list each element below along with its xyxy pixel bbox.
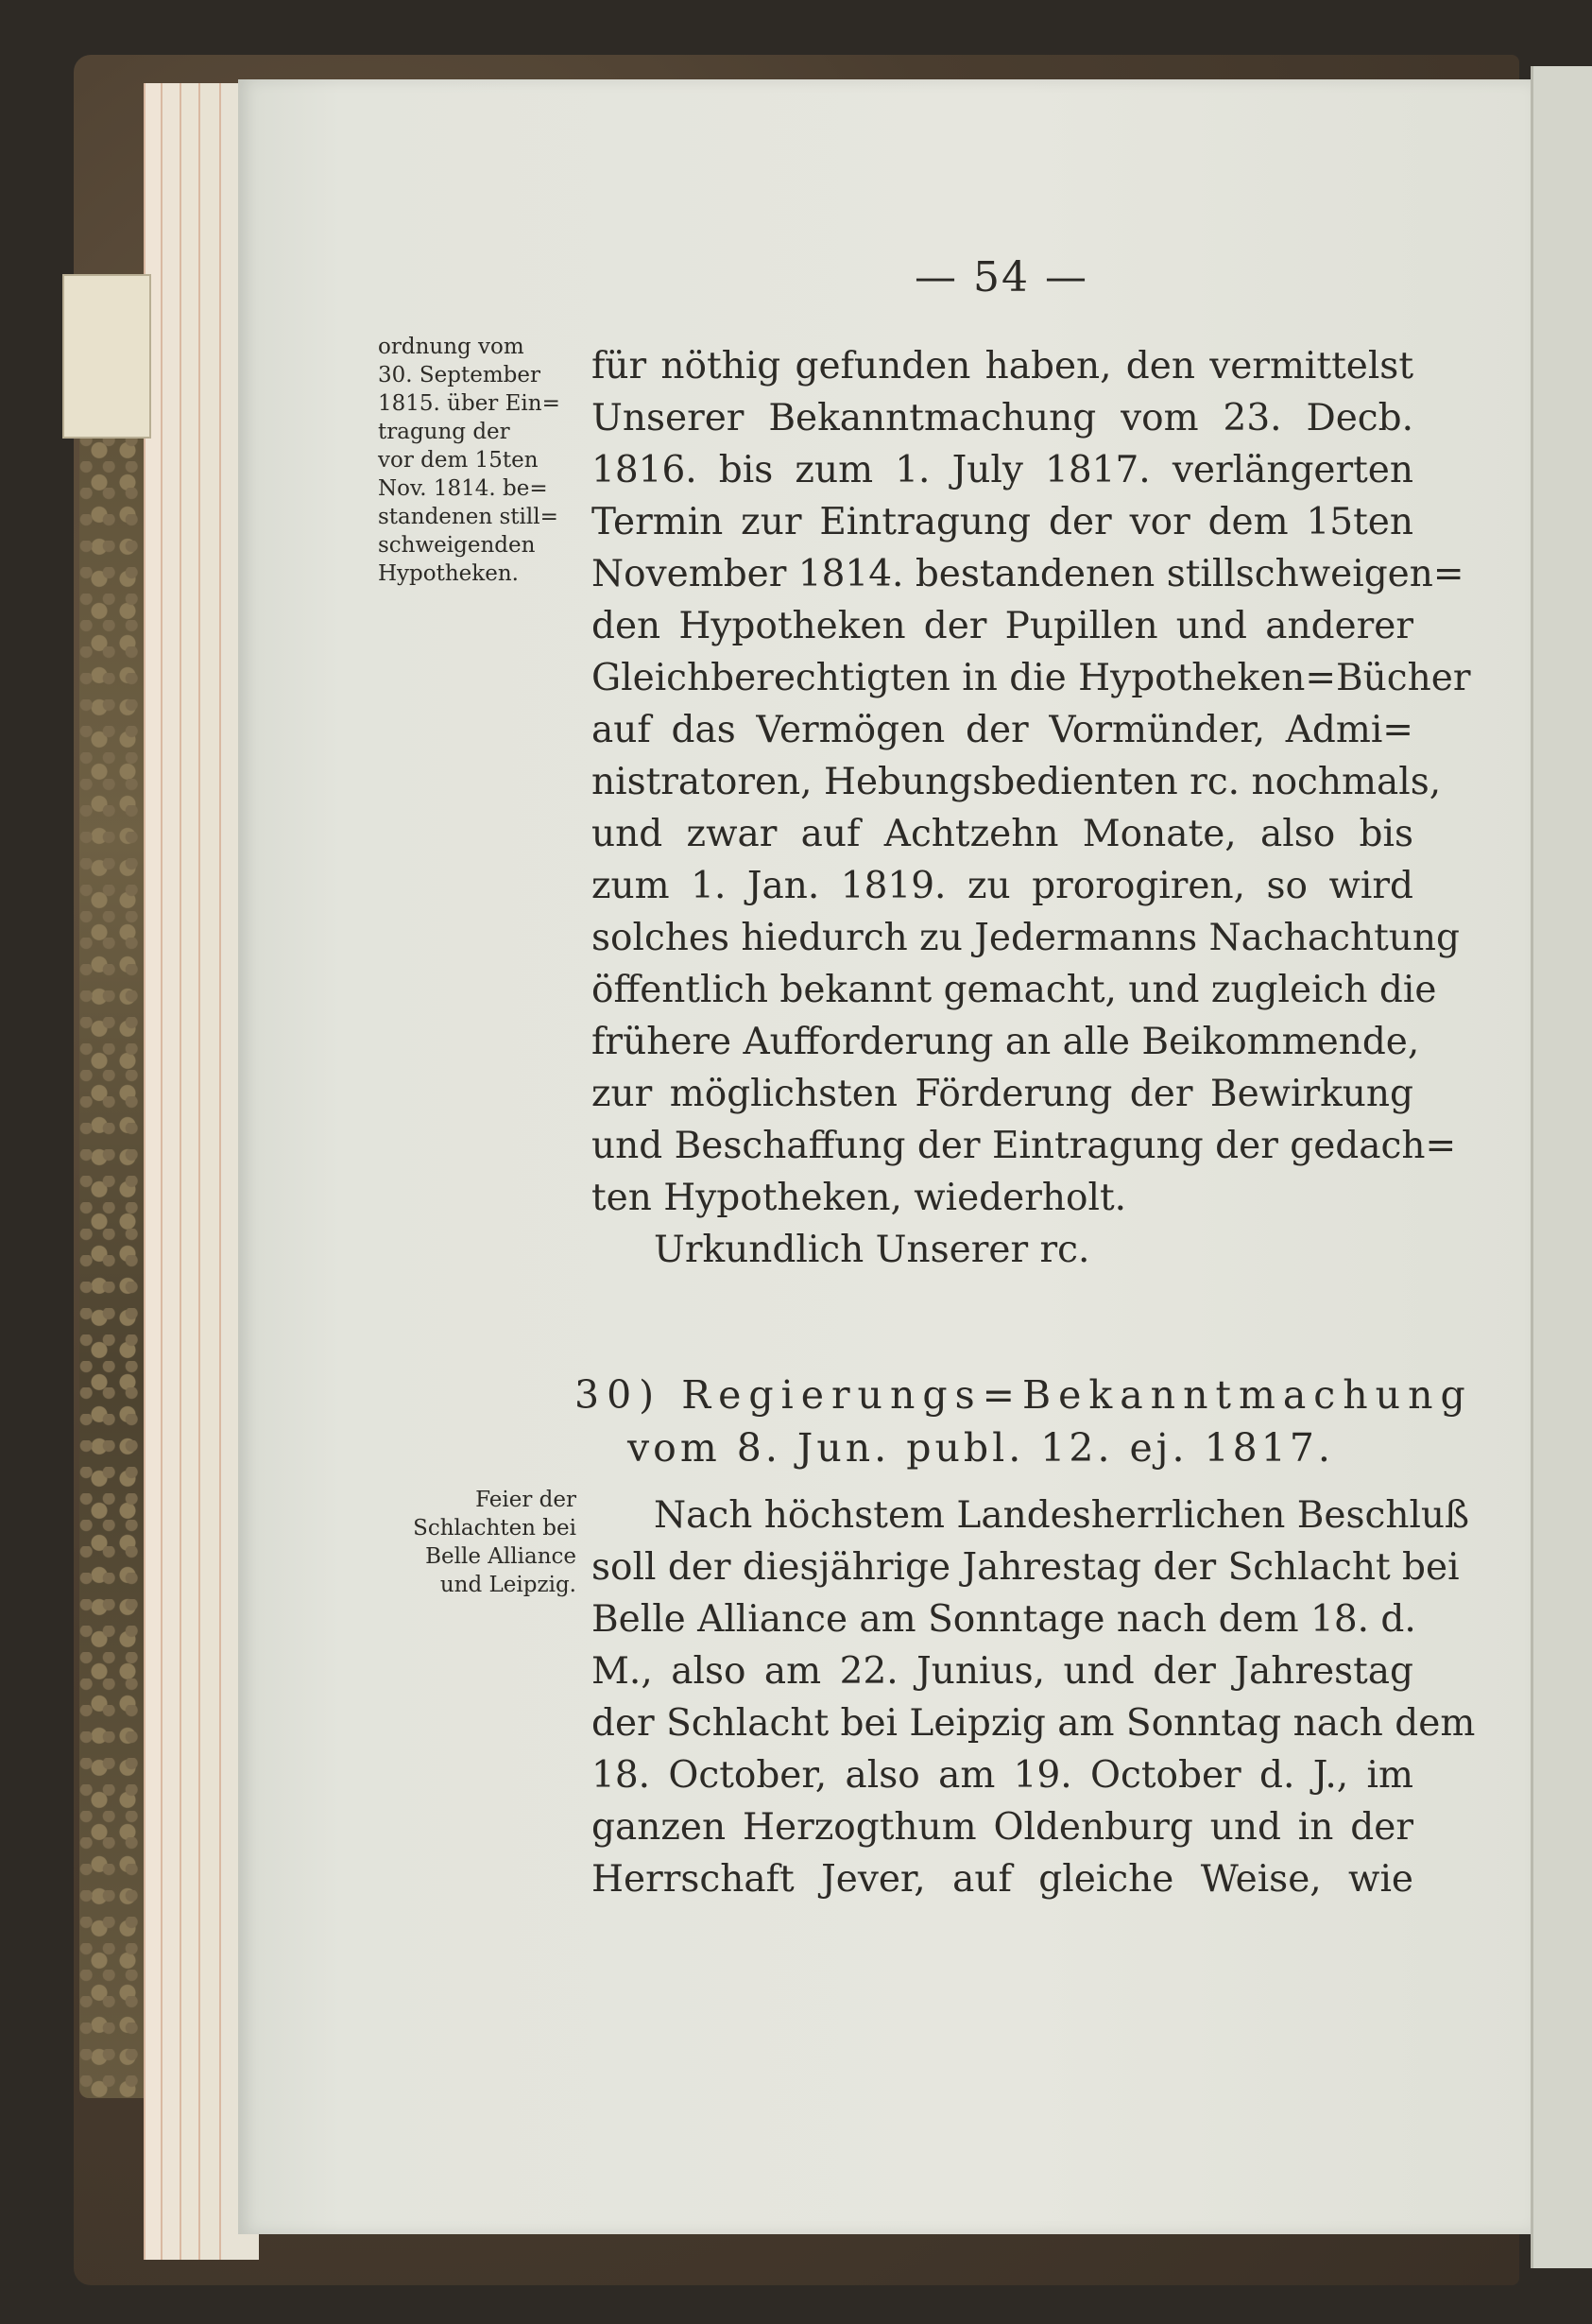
text-line: Belle Alliance am Sonntage nach dem 18. d. bbox=[591, 1598, 1416, 1641]
text-line: und zwar auf Achtzehn Monate, also bis bbox=[591, 813, 1413, 855]
text-line: Herrschaft Jever, auf gleiche Weise, wie bbox=[591, 1858, 1413, 1901]
margin-note-registration bbox=[378, 333, 597, 588]
text-line: zum 1. Jan. 1819. zu prorogiren, so wird bbox=[591, 865, 1413, 907]
text-line: der Schlacht bei Leipzig am Sonntag nach dem bbox=[591, 1702, 1476, 1745]
text-line: ganzen Herzogthum Oldenburg und in der bbox=[591, 1806, 1413, 1849]
text-line: 18. October, also am 19. October d. J., im bbox=[591, 1754, 1413, 1797]
text-line: auf das Vermögen der Vormünder, Admi= bbox=[591, 709, 1413, 751]
text-line: Gleichberechtigten in die Hypotheken=Bücher bbox=[591, 657, 1471, 699]
marbled-binding bbox=[79, 302, 153, 2098]
text-line: Termin zur Eintragung der vor dem 15ten bbox=[591, 501, 1413, 543]
margin-note-line: ordnung vom bbox=[378, 335, 524, 359]
page-number: — 54 — bbox=[915, 253, 1088, 301]
margin-note-line: und Leipzig. bbox=[439, 1573, 576, 1597]
text-line: Unserer Bekanntmachung vom 23. Decb. bbox=[591, 397, 1413, 439]
margin-note-line: schweigenden bbox=[378, 533, 536, 558]
text-line: soll der diesjährige Jahrestag der Schlacht bei bbox=[591, 1546, 1460, 1589]
text-line: Nach höchstem Landesherrlichen Beschluß bbox=[654, 1494, 1470, 1537]
closing-formula: Urkundlich Unserer rc. bbox=[654, 1229, 1090, 1271]
text-line: frühere Aufforderung an alle Beikommende, bbox=[591, 1021, 1420, 1063]
main-paragraph bbox=[591, 340, 1471, 1276]
text-line: solches hiedurch zu Jedermanns Nachachtung bbox=[591, 917, 1460, 959]
text-line: für nöthig gefunden haben, den vermittelst bbox=[591, 345, 1413, 387]
margin-note-line: Feier der bbox=[475, 1488, 576, 1512]
margin-note-battle-celebration bbox=[378, 1486, 576, 1599]
text-line: und Beschaffung der Eintragung der gedach= bbox=[591, 1125, 1457, 1167]
text-line: M., also am 22. Junius, und der Jahrestag bbox=[591, 1650, 1413, 1693]
margin-note-line: 30. September bbox=[378, 363, 540, 387]
bookmark-strip bbox=[62, 274, 151, 439]
section-heading bbox=[574, 1369, 1473, 1474]
facing-page-edge bbox=[1531, 66, 1592, 2268]
margin-note-line: tragung der bbox=[378, 420, 510, 444]
text-line: öffentlich bekannt gemacht, und zugleich die bbox=[591, 969, 1437, 1011]
section-title: 30) Regierungs=Bekanntmachung bbox=[574, 1372, 1473, 1418]
margin-note-line: standenen still= bbox=[378, 505, 558, 529]
section-date: vom 8. Jun. publ. 12. ej. 1817. bbox=[627, 1425, 1334, 1471]
section-paragraph bbox=[591, 1489, 1476, 1905]
text-line: zur möglichsten Förderung der Bewirkung bbox=[591, 1073, 1413, 1115]
margin-note-line: vor dem 15ten bbox=[378, 448, 539, 473]
text-line: nistratoren, Hebungsbedienten rc. nochmals, bbox=[591, 761, 1442, 803]
margin-note-line: Schlachten bei bbox=[413, 1516, 576, 1541]
text-line: 1816. bis zum 1. July 1817. verlängerten bbox=[591, 449, 1413, 491]
margin-note-line: Hypotheken. bbox=[378, 561, 519, 586]
margin-note-line: Nov. 1814. be= bbox=[378, 476, 548, 501]
text-line: ten Hypotheken, wiederholt. bbox=[591, 1177, 1127, 1219]
margin-note-line: Belle Alliance bbox=[425, 1544, 576, 1569]
text-line: den Hypotheken der Pupillen und anderer bbox=[591, 605, 1413, 647]
margin-note-line: 1815. über Ein= bbox=[378, 391, 560, 416]
text-line: November 1814. bestandenen stillschweigen= bbox=[591, 553, 1464, 595]
